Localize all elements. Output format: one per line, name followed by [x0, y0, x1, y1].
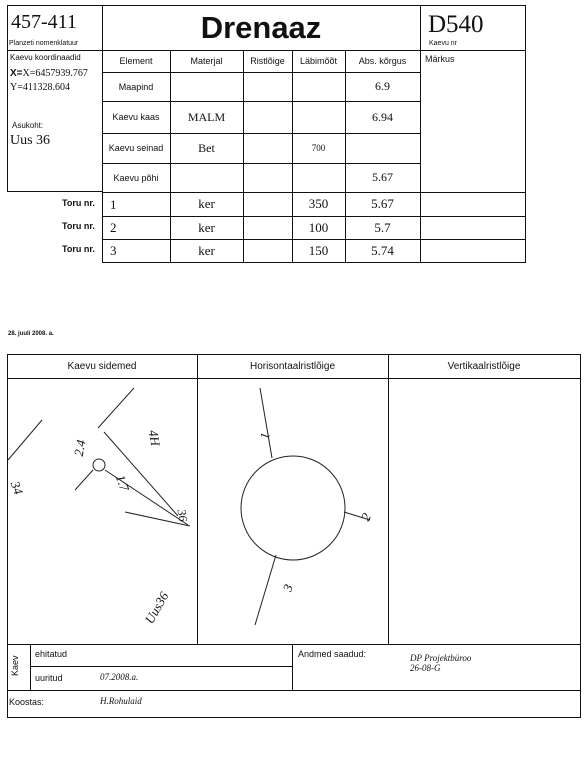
annotation-36: 36 [174, 508, 191, 523]
data-source-value: DP Projektbüroo [410, 653, 472, 663]
coords-label: Kaevu koordinaadid [10, 53, 81, 62]
row-material: Bet [198, 140, 215, 155]
pipe-material: ker [198, 242, 215, 258]
page-title: Drenaaz [200, 9, 322, 45]
pipe-abs-height: 5.7 [374, 219, 391, 235]
col-abs-height: Abs. kõrgus [358, 56, 407, 66]
pipe-diameter: 350 [308, 196, 329, 211]
pipe-number: 3 [110, 243, 117, 258]
well-marker-circle [93, 459, 105, 471]
building-side-line [104, 432, 178, 516]
row-abs-height: 6.9 [375, 79, 390, 93]
annotation-1-7: 1.7 [112, 472, 133, 494]
well-circle [241, 456, 345, 560]
building-edge-line [98, 388, 134, 428]
data-source-label: Andmed saadud: [298, 649, 367, 659]
pipe-label: Toru nr. [62, 198, 95, 208]
pipe-number-1: 1 [256, 431, 273, 441]
pipe-number: 2 [110, 220, 117, 235]
surveyed-label: uuritud [35, 673, 63, 683]
pipe-abs-height: 5.74 [371, 242, 394, 258]
surveyed-value: 07.2008.a. [100, 672, 139, 682]
location-label: Asukoht: [12, 121, 44, 130]
pipe-material: ker [198, 219, 215, 235]
col-diameter: Läbimõõt [299, 56, 338, 66]
col-cross-section: Ristlõige [250, 56, 285, 66]
row-abs-height: 6.94 [372, 109, 393, 124]
row-abs-height: 5.67 [372, 170, 393, 184]
pipe-label: Toru nr. [62, 244, 95, 254]
data-source-ref: 26-08-G [410, 663, 441, 673]
row-element: Kaevu põhi [113, 172, 159, 183]
pipe-label: Toru nr. [62, 221, 95, 231]
y-value: Y=411328.604 [10, 82, 70, 93]
pipe-abs-height: 5.67 [371, 196, 394, 211]
well-number-label: Kaevu nr [429, 40, 458, 47]
well-number: D540 [428, 11, 484, 38]
row-element: Maapind [118, 81, 154, 92]
side-label-kaev: Kaev [10, 655, 20, 676]
pipe-number-2: 2 [357, 510, 374, 524]
plan-nomenclature: 457-411 [11, 11, 77, 33]
col1-title: Kaevu sidemed [67, 361, 137, 372]
pipe-line-1 [260, 388, 272, 458]
location-value: Uus 36 [10, 133, 51, 148]
x-coordinate: X=X=6457939.767 [10, 68, 88, 79]
row-material: MALM [187, 109, 226, 124]
col-material: Materjal [190, 56, 223, 66]
remarks-label: Märkus [425, 54, 455, 64]
annotation-34: 34 [7, 479, 27, 497]
pipe-diameter: 150 [308, 242, 329, 258]
row-element: Kaevu seinad [108, 143, 164, 153]
col2-title: Horisontaalristlõige [249, 361, 336, 372]
pipe-number-3: 3 [279, 582, 296, 594]
pipe-diameter: 100 [308, 219, 329, 235]
built-label: ehitatud [35, 649, 68, 659]
neighbor-line [8, 420, 42, 460]
annotation-uus36: Uus36 [141, 589, 172, 627]
compiled-label: Koostas: [9, 697, 45, 707]
col-element: Element [119, 56, 153, 66]
pipe-line-3 [255, 555, 276, 625]
x-value: X=6457939.767 [22, 68, 88, 79]
pipe-number: 1 [110, 197, 117, 212]
date-note: 28. juuli 2008. a. [8, 331, 54, 337]
pipe-material: ker [198, 196, 215, 211]
annotation-4h: 4H [145, 428, 164, 448]
row-element: Kaevu kaas [112, 112, 160, 122]
col3-title: Vertikaalristlõige [447, 361, 521, 372]
annotation-2-4: 2.4 [70, 438, 89, 458]
compiled-value: H.Rohulaid [100, 696, 142, 706]
plan-nomenclature-label: Planzeti nomenklatuur [9, 40, 79, 47]
row-diameter: 700 [311, 143, 326, 153]
